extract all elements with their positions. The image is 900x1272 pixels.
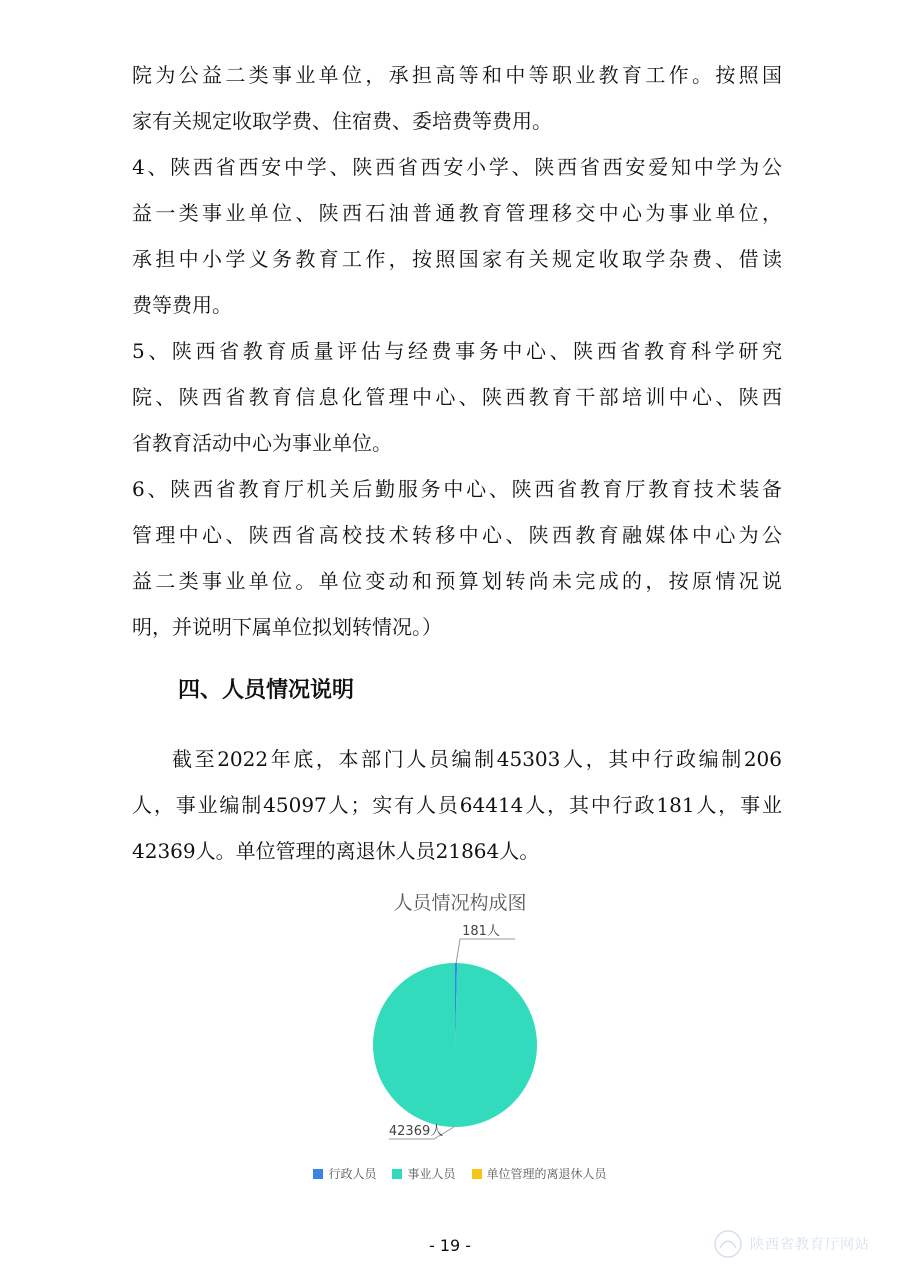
paragraph-block-1 bbox=[132, 52, 782, 144]
legend-swatch bbox=[392, 1169, 402, 1179]
legend-label: 单位管理的离退休人员 bbox=[486, 1167, 607, 1181]
chart-title: 人员情况构成图 bbox=[393, 892, 527, 914]
data-label: 42369人 bbox=[388, 1123, 444, 1139]
legend-label: 行政人员 bbox=[328, 1167, 377, 1181]
text-line: 5、陕西省教育质量评估与经费事务中心、陕西省教育科学研究 bbox=[132, 339, 782, 363]
data-label: 181人 bbox=[462, 924, 500, 940]
chart-legend bbox=[240, 1165, 680, 1182]
text-line: 省教育活动中心为事业单位。 bbox=[132, 431, 392, 455]
legend-swatch bbox=[313, 1169, 323, 1179]
legend-item[interactable] bbox=[392, 1165, 455, 1182]
pie-chart bbox=[240, 880, 680, 1200]
text-line: 42369人。单位管理的离退休人员21864人。 bbox=[132, 839, 540, 863]
legend-label: 事业人员 bbox=[407, 1167, 456, 1181]
text-line: 人，事业编制45097人；实有人员64414人，其中行政181人，事业 bbox=[132, 793, 782, 817]
watermark-logo-icon bbox=[710, 1226, 746, 1262]
page-number: - 19 - bbox=[428, 1236, 472, 1255]
text-line: 4、陕西省西安中学、陕西省西安小学、陕西省西安爱知中学为公 bbox=[132, 155, 782, 179]
watermark-text: 陕西省教育厅网站 bbox=[750, 1237, 870, 1253]
text-line: 承担中小学义务教育工作，按照国家有关规定收取学杂费、借读 bbox=[132, 247, 782, 271]
paragraph-block-4 bbox=[132, 466, 782, 650]
text-line: 益二类事业单位。单位变动和预算划转尚未完成的，按原情况说 bbox=[132, 569, 782, 593]
paragraph-block-2 bbox=[132, 144, 782, 328]
pie-chart-svg bbox=[240, 880, 680, 1160]
section-heading: 四、人员情况说明 bbox=[178, 678, 355, 703]
legend-item[interactable] bbox=[313, 1165, 376, 1182]
paragraph-block-3 bbox=[132, 328, 782, 466]
text-line: 明，并说明下属单位拟划转情况。） bbox=[132, 615, 442, 639]
pie-slice bbox=[373, 963, 537, 1127]
text-line: 管理中心、陕西省高校技术转移中心、陕西教育融媒体中心为公 bbox=[132, 523, 782, 547]
label-leader-line bbox=[456, 939, 515, 963]
text-line: 院为公益二类事业单位，承担高等和中等职业教育工作。按照国 bbox=[132, 63, 782, 87]
text-line: 6、陕西省教育厅机关后勤服务中心、陕西省教育厅教育技术装备 bbox=[132, 477, 782, 501]
text-line: 院、陕西省教育信息化管理中心、陕西教育干部培训中心、陕西 bbox=[132, 385, 782, 409]
text-line: 截至2022年底，本部门人员编制45303人，其中行政编制206 bbox=[172, 747, 782, 771]
paragraph-block-5 bbox=[132, 736, 782, 874]
legend-swatch bbox=[472, 1169, 482, 1179]
watermark bbox=[710, 1226, 890, 1262]
text-line: 家有关规定收取学费、住宿费、委培费等费用。 bbox=[132, 109, 552, 133]
text-line: 益一类事业单位、陕西石油普通教育管理移交中心为事业单位， bbox=[132, 201, 782, 225]
legend-item[interactable] bbox=[472, 1165, 607, 1182]
text-line: 费等费用。 bbox=[132, 293, 232, 317]
